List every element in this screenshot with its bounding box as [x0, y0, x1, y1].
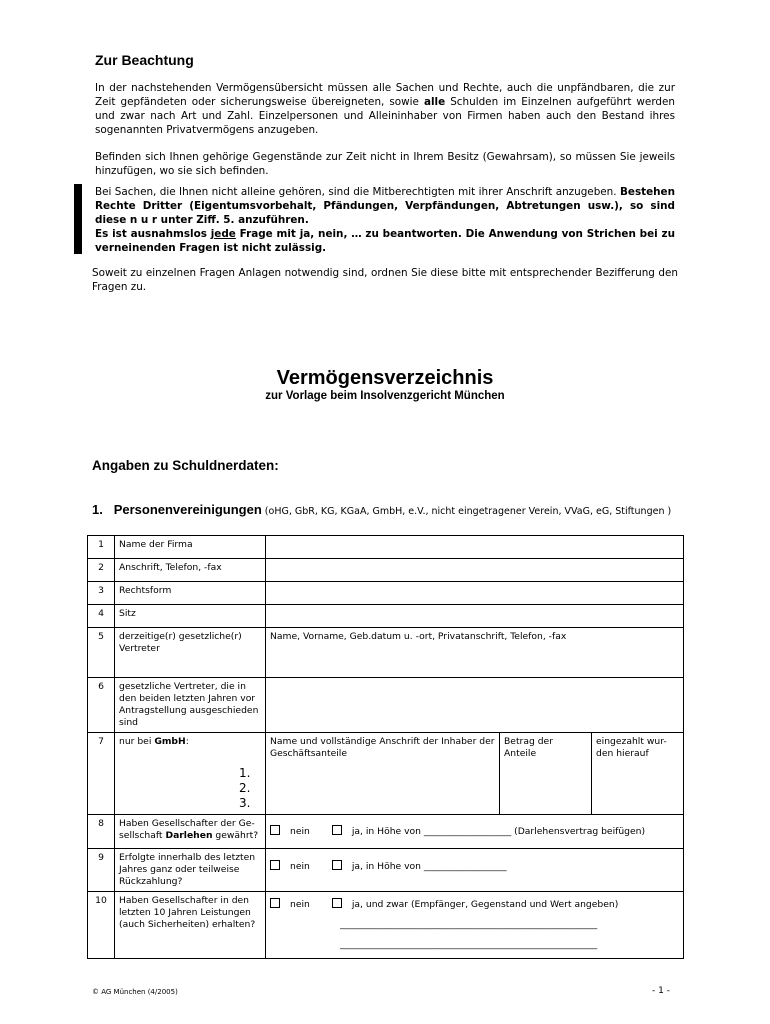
seat-field[interactable] [266, 605, 684, 628]
notice-answer-rule-b: Frage mit ja, nein, … zu beantworten. Die Anwendung von Strichen bei zu verneinenden Fragen ist nicht zulässig. [95, 228, 675, 254]
document-subtitle: zur Vorlage beim Insolvenzgericht München [265, 390, 505, 402]
notice-answer-rule-underline: jede [210, 228, 236, 240]
row-label-representative: derzeitige(r) gesetzliche(r) Vertreter [115, 628, 266, 678]
form-row-4 [88, 605, 684, 628]
loans-label-bold: Darlehen [165, 830, 213, 841]
notice-paragraph-1 [95, 81, 675, 137]
notice-heading: Zur Beachtung [95, 52, 194, 68]
benefits-lines [270, 915, 679, 955]
benefits-option-no[interactable] [270, 898, 310, 911]
notice-paragraph-3-bold: Bestehen Rechte Dritter (Eigentumsvorbehalt, Pfändungen, Verpfändungen, Abtretungen usw.), so sind diese n u r unter Ziff. 5. anzuführen. [95, 186, 675, 226]
row-number: 6 [88, 678, 115, 733]
notice-paragraph-3 [95, 185, 675, 255]
form-row-3 [88, 582, 684, 605]
form-row-2 [88, 559, 684, 582]
shareholder-name-field[interactable] [266, 733, 500, 815]
item-title: Personenvereinigungen [113, 502, 262, 517]
row-number: 5 [88, 628, 115, 678]
list-item: 3. [239, 796, 251, 810]
option-label: nein [290, 899, 310, 910]
checkbox-icon[interactable] [332, 825, 342, 835]
form-row-6 [88, 678, 684, 733]
row-number: 2 [88, 559, 115, 582]
form-row-10 [88, 892, 684, 959]
item-number: 1. [92, 502, 103, 517]
shareholder-list [119, 766, 261, 811]
repayment-option-no[interactable] [270, 860, 310, 873]
form-row-1 [88, 536, 684, 559]
notice-paragraph-1-text-end: Schulden im Einzelnen aufgeführt werden und zwar nach Art und Zahl. Einzelpersonen und Alleininhaber von Firmen haben auch den Bestand ihres sogenannten Privatvermögens anzugeben. [95, 96, 675, 136]
footer-page-number: - 1 - [652, 986, 670, 996]
loans-option-no[interactable] [270, 825, 310, 838]
checkbox-icon[interactable] [332, 860, 342, 870]
loans-label-end: gewährt? [212, 830, 259, 841]
notice-paragraph-1-bold: alle [423, 96, 446, 108]
repayment-option-yes[interactable] [332, 861, 507, 872]
repayment-answer [266, 849, 684, 892]
gmbh-label-bold: GmbH [154, 736, 186, 747]
section-heading: Angaben zu Schuldnerdaten: [92, 458, 279, 473]
paid-in-field[interactable] [592, 733, 684, 815]
representative-field[interactable] [266, 628, 684, 678]
notice-paragraph-3-text: Bei Sachen, die Ihnen nicht alleine gehören, sind die Mitberechtigten mit ihrer Anschrift anzugeben. [95, 186, 620, 198]
row-label-legal-form: Rechtsform [115, 582, 266, 605]
loans-answer [266, 815, 684, 849]
checkbox-icon[interactable] [332, 898, 342, 908]
row-number: 4 [88, 605, 115, 628]
row-number: 9 [88, 849, 115, 892]
notice-paragraph-4: Soweit zu einzelnen Fragen Anlagen notwendig sind, ordnen Sie diese bitte mit entsprechender Bezifferung den Fragen zu. [92, 267, 678, 293]
row-label-gmbh [115, 733, 266, 815]
item-note: (oHG, GbR, KG, KGaA, GmbH, e.V., nicht eingetragener Verein, VVaG, eG, Stiftungen ) [261, 506, 672, 517]
form-row-5 [88, 628, 684, 678]
option-label: ja, und zwar (Empfänger, Gegenstand und Wert angeben) [351, 899, 619, 910]
checkbox-icon[interactable] [270, 898, 280, 908]
benefits-answer [266, 892, 684, 959]
row-label-company-name: Name der Firma [115, 536, 266, 559]
representative-hint: Name, Vorname, Geb.datum u. -ort, Privatanschrift, Telefon, -fax [270, 631, 567, 642]
address-field[interactable] [266, 559, 684, 582]
notice-paragraph-1-text: In der nachstehenden Vermögensübersicht müssen alle Sachen und Rechte, auch die unpfändbaren, die zur Zeit gepfändeten oder sicherungsweise übereigneten, sowie [95, 82, 675, 108]
answer-line[interactable]: ________________________________________________________ [340, 939, 598, 950]
gmbh-label-colon: : [185, 736, 189, 747]
share-amount-hint: Betrag der Anteile [504, 736, 553, 759]
row-number: 1 [88, 536, 115, 559]
form-row-9 [88, 849, 684, 892]
loans-label-text: Haben Gesellschafter der Ge- sellschaft [119, 818, 255, 841]
row-number: 8 [88, 815, 115, 849]
option-label: nein [290, 826, 310, 837]
emphasis-bar [74, 184, 82, 254]
former-representatives-field[interactable] [266, 678, 684, 733]
form-row-8 [88, 815, 684, 849]
benefits-option-yes[interactable] [332, 899, 618, 910]
row-label-benefits: Haben Gesellschafter in den letzten 10 Jahren Leistungen (auch Sicherheiten) erhalten? [115, 892, 266, 959]
form-row-7 [88, 733, 684, 815]
loans-option-yes[interactable] [332, 826, 645, 837]
checkbox-icon[interactable] [270, 825, 280, 835]
row-number: 7 [88, 733, 115, 815]
row-number: 3 [88, 582, 115, 605]
option-label: ja, in Höhe von ___________________ (Darlehensvertrag beifügen) [351, 826, 646, 837]
row-label-loans [115, 815, 266, 849]
row-label-seat: Sitz [115, 605, 266, 628]
list-item: 2. [239, 781, 251, 795]
document-title: Vermögensverzeichnis [276, 367, 494, 389]
company-name-field[interactable] [266, 536, 684, 559]
paid-in-hint: eingezahlt wur- den hierauf [596, 736, 667, 759]
notice-answer-rule-a: Es ist ausnahmslos [95, 228, 211, 240]
answer-line[interactable]: ________________________________________________________ [340, 919, 598, 930]
checkbox-icon[interactable] [270, 860, 280, 870]
option-label: ja, in Höhe von __________________ [351, 861, 507, 872]
shareholder-name-hint: Name und vollständige Anschrift der Inhaber der Geschäftsanteile [270, 736, 495, 759]
row-label-former-representatives: gesetzliche Vertreter, die in den beiden letzten Jahren vor Antragstellung ausgeschieden sind [115, 678, 266, 733]
row-number: 10 [88, 892, 115, 959]
item-heading [92, 502, 671, 517]
row-label-address: Anschrift, Telefon, -fax [115, 559, 266, 582]
gmbh-label-text: nur bei [119, 736, 155, 747]
share-amount-field[interactable] [500, 733, 592, 815]
option-label: nein [290, 861, 310, 872]
legal-form-field[interactable] [266, 582, 684, 605]
notice-paragraph-2: Befinden sich Ihnen gehörige Gegenstände zur Zeit nicht in Ihrem Besitz (Gewahrsam), so müssen Sie jeweils hinzufügen, wo sie sich befinden. [95, 151, 675, 177]
row-label-repayment: Erfolgte innerhalb des letzten Jahres ganz oder teilweise Rückzahlung? [115, 849, 266, 892]
list-item: 1. [239, 766, 251, 780]
footer-copyright: © AG München (4/2005) [92, 988, 178, 996]
debtor-form-table [87, 535, 684, 959]
